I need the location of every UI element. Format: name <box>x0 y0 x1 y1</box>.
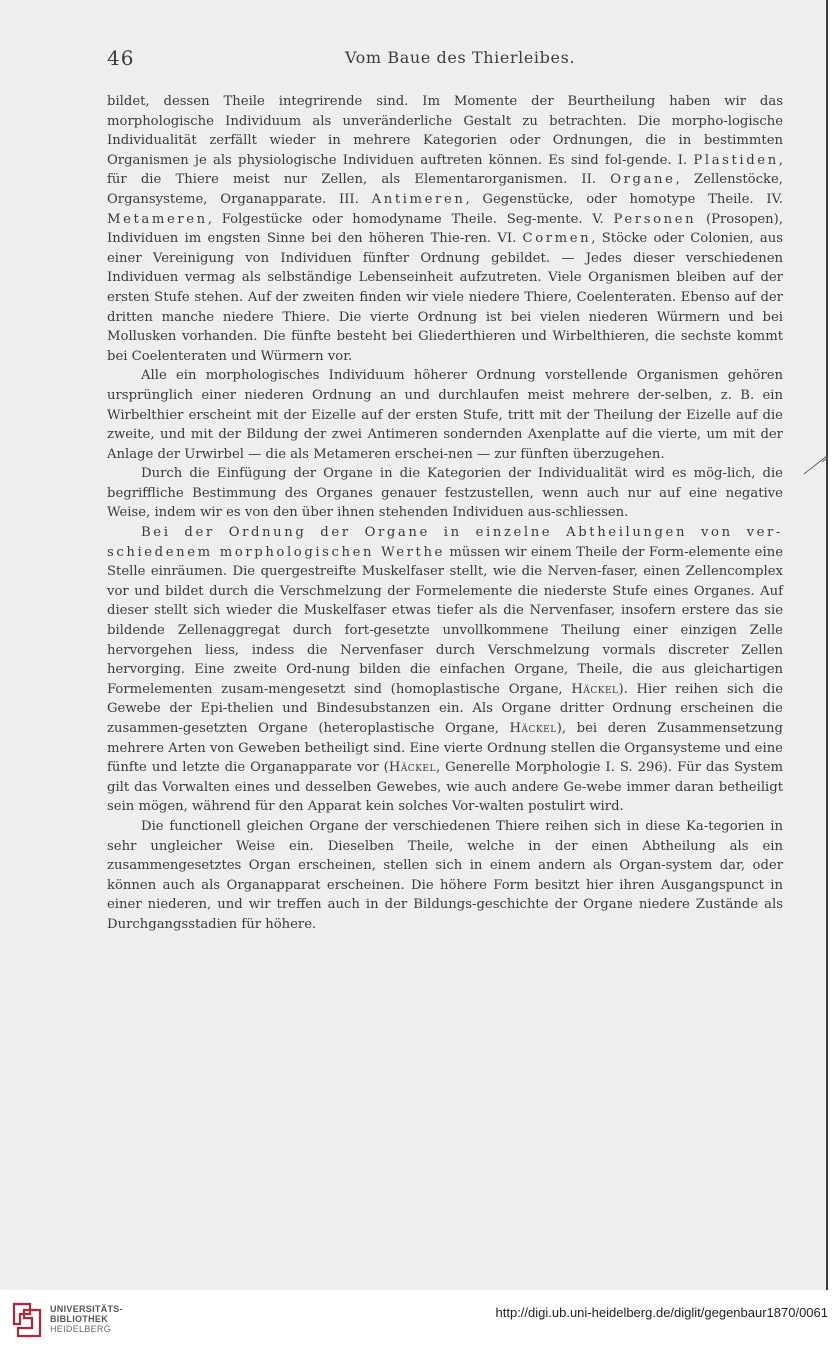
text-run: bildet, dessen Theile integrirende sind. Im Momente der Beurtheilung haben wir das morphologische Individuum als unveränderliche Gestalt zu betrachten. Die morpho-logische Individualität zerfällt wieder in mehrere Kategorien oder Ordnungen, die in bestimmten Organismen je als physiologische Individuen auftreten können. Es sind fol-gende. I. <box>107 94 783 168</box>
paragraph-3: Durch die Einfügung der Organe in die Kategorien der Individualität wird es mög-lich, die begriffliche Bestimmung des Organes genauer festzustellen, wenn auch nur auf eine negative Weise, indem wir es von den über ihnen stehenden Individuen aus-schliessen. <box>107 466 783 521</box>
emphasis-spaced: Metameren <box>107 211 208 227</box>
page-number: 46 <box>107 46 135 70</box>
text-run: , Generelle Morphologie I. S. 296). Für das System gilt das Vorwalten eines und desselben Gewebes, wie auch andere Ge-webe immer daran betheiligt sein mögen, während für den Apparat kein solches Vor-walten postulirt wird. <box>107 760 784 815</box>
text-run: , Folgestücke oder homodyname Theile. Seg-mente. V. <box>207 211 604 227</box>
text-run: , Stöcke oder Colonien, aus einer Vereinigung von Individuen fünfter Ordnung gebildet. — Jedes dieser verschiedenen Individuen vermag als selbständige Lebenseinheit aufzutreten. Viele Organismen bleiben auf der ersten Stufe stehen. Auf der zweiten finden wir viele niedere Thiere, Coelenteraten. Ebenso auf der dritten manche niedere Thiere. Die vierte Ordnung ist bei vielen niederen Würmern und bei Mollusken vorhanden. Die fünfte besteht bei Gliederthieren und Wirbelthieren, die sechste kommt bei Coelenteraten und Würmern vor. <box>107 231 783 364</box>
text-run: ), bei deren Zusammensetzung mehrere Arten von Geweben betheiligt sind. Eine vierte Ordnung stellen die Organsysteme und eine fünfte und letzte die Organapparate vor ( <box>107 721 783 776</box>
text-run: (Prosopen), Individuen im engsten Sinne bei den höheren Thie-ren. VI. <box>107 211 784 247</box>
scan-edge <box>828 0 838 1290</box>
library-name <box>50 1304 123 1334</box>
emphasis-spaced: Organe <box>610 172 676 188</box>
author-name: Häckel <box>509 721 557 736</box>
page-header <box>0 44 828 74</box>
library-name-line: HEIDELBERG <box>50 1324 112 1334</box>
library-logo-icon <box>10 1300 44 1340</box>
text-run: , für die Thiere meist nur Zellen, als Elementarorganismen. II. <box>107 152 783 188</box>
paragraph-5: Die functionell gleichen Organe der verschiedenen Thiere reihen sich in diese Ka-tegorien in sehr ungleicher Weise ein. Dieselben Theile, welche in der einen Abtheilung als ein zusammengesetztes Organ erscheinen, stellen sich in einem andern als Organ-system dar, oder können auch als Organapparat erscheinen. Die höhere Form besitzt hier ihren Ausgangspunct in einer niederen, und wir treffen auch in der Bildungs-geschichte der Organe niedere Zustände als Durchgangsstadien für höhere. <box>107 818 783 932</box>
source-url-link[interactable]: http://digi.ub.uni-heidelberg.de/diglit/gegenbaur1870/0061 <box>495 1305 828 1320</box>
emphasis-spaced: Bei der Ordnung der Organe in einzelne Abtheilungen von ver-schiedenem morphologischen Werthe <box>107 525 783 560</box>
emphasis-spaced: Plastiden <box>693 152 779 168</box>
paragraph-1 <box>107 92 783 366</box>
text-run: , Gegenstücke, oder homotype Theile. IV. <box>465 191 783 207</box>
text-run: müssen wir einem Theile der Form-elemente eine Stelle einräumen. Die quergestreifte Muskelfaser stellt, wie die Nerven-faser, einen Zellencomplex vor und bildet durch die Verschmelzung der Formelemente die niederste Stufe eines Organes. Auf dieser stellt sich wieder die Muskelfaser etwas tiefer als die Nervenfaser, insofern erstere das sie bildende Zellenaggregat durch fort-gesetzte unvollkommene Theilung einer einzigen Zelle hervorgehen liess, indess die Nervenfaser durch Verschmelzung vormals discreter Zellen hervorging. Eine zweite Ord-nung bilden die einfachen Organe, Theile, die aus gleichartigen Formelementen zusam-mengesetzt sind (homoplastische Organe, <box>107 544 784 697</box>
library-name-line: UNIVERSITÄTS- <box>50 1304 123 1314</box>
author-name: Häckel <box>571 681 619 697</box>
library-name-line: BIBLIOTHEK <box>50 1314 108 1324</box>
author-name: Häckel <box>388 760 436 776</box>
emphasis-spaced: Cormen <box>522 231 592 247</box>
paragraph-4 <box>107 523 783 817</box>
emphasis-spaced: Personen <box>613 211 697 227</box>
running-title: Vom Baue des Thierleibes. <box>345 48 576 67</box>
text-run: , Zellenstöcke, Organsysteme, Organapparate. III. <box>107 172 783 207</box>
paragraph-2: Alle ein morphologisches Individuum höherer Ordnung vorstellende Organismen gehören ursprünglich einer niederen Ordnung an und durchlaufen meist mehrere der-selben, z. B. ein Wirbelthier erscheint mit der Eizelle auf der ersten Stufe, tritt mit der Theilung der Eizelle auf die zweite, und mit der Bildung der zwei Antimeren sondernden Axenplatte auf die vierte, um mit der Anlage der Urwirbel — die als Metameren erschei-nen — zur fünften überzugehen. <box>107 368 783 462</box>
emphasis-spaced: Antimeren <box>371 191 466 207</box>
body-text <box>107 92 783 935</box>
footer <box>0 1290 838 1355</box>
text-run: ). Hier reihen sich die Gewebe der Epi-thelien und Bindesubstanzen ein. Als Organe dritter Ordnung erscheinen die zusammen-gesetzten Organe (heteroplastische Organe, <box>107 681 783 736</box>
